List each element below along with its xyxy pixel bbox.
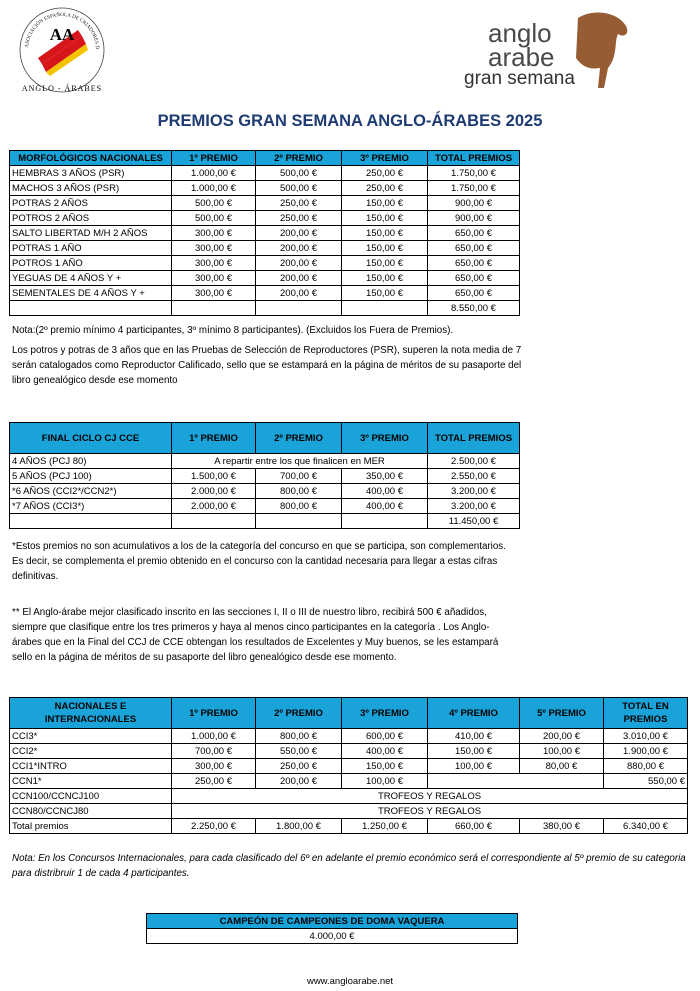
table-header-row [10, 423, 520, 454]
header-cell: 3º PREMIO [342, 151, 428, 166]
cell: 150,00 € [428, 744, 520, 759]
doma-vaquera-table [146, 913, 518, 944]
cell: 1.000,00 € [172, 166, 256, 181]
cell: 150,00 € [342, 226, 428, 241]
cell: 100,00 € [428, 759, 520, 774]
cell: 200,00 € [256, 271, 342, 286]
cell: 100,00 € [520, 744, 604, 759]
row-label: Total premios [10, 819, 172, 834]
logo-monogram: AA [49, 25, 75, 44]
total-row [10, 514, 520, 529]
table-row [10, 196, 520, 211]
footer-website-link[interactable]: www.angloarabe.net [306, 976, 394, 987]
cell: 1.500,00 € [172, 469, 256, 484]
cell: 1.900,00 € [604, 744, 688, 759]
cell: 250,00 € [256, 211, 342, 226]
row-label: CCI3* [10, 729, 172, 744]
logo-word-arabe: arabe [488, 42, 555, 72]
logo-ring-text: ASOCIACIÓN ESPAÑOLA DE CRIADORES D [24, 11, 101, 50]
cell: 200,00 € [256, 241, 342, 256]
cell: 800,00 € [256, 499, 342, 514]
row-label: YEGUAS DE 4 AÑOS Y + [10, 271, 172, 286]
row-label: CCN80/CCNCJ80 [10, 804, 172, 819]
header-cell: 5º PREMIO [520, 698, 604, 729]
cell: 400,00 € [342, 744, 428, 759]
table-row [10, 469, 520, 484]
cell: 2.550,00 € [428, 469, 520, 484]
note-best-anglo-arabe: ** El Anglo-árabe mejor clasificado inscrito en las secciones I, II o III de nuestro libro, recibirá 500 € añadidos, siempre que clasifique entre los tres primeros y haya al menos cinco participantes en la categoría . Los Anglo-árabes que en la Final del CCJ de CCE obtengan los resultados de Excelentes y Muy buenos, se les estampará sello en la página de méritos de su pasaporte del libro genealógico desde ese momento. [12, 607, 499, 663]
cell: 1.250,00 € [342, 819, 428, 834]
note-minimum-participants: Nota:(2º premio mínimo 4 participantes, 3º mínimo 8 participantes). (Excluidos los Fuera de Premios). [12, 325, 454, 336]
cell: 250,00 € [256, 759, 342, 774]
header-cell: 3º PREMIO [342, 698, 428, 729]
cell: 550,00 € [604, 774, 688, 789]
header-cell: MORFOLÓGICOS NACIONALES [10, 151, 172, 166]
table-row [10, 774, 688, 789]
cell: 6.340,00 € [604, 819, 688, 834]
header-cell: 2º PREMIO [256, 151, 342, 166]
cell: 300,00 € [172, 241, 256, 256]
table-row [10, 804, 688, 819]
header-cell: NACIONALES E INTERNACIONALES [10, 698, 172, 729]
table-row [10, 744, 688, 759]
cell: 1.000,00 € [172, 181, 256, 196]
table-row [10, 729, 688, 744]
cell: 410,00 € [428, 729, 520, 744]
table-row [10, 256, 520, 271]
cell: 650,00 € [428, 286, 520, 301]
table-row [10, 166, 520, 181]
header-cell: 1º PREMIO [172, 423, 256, 454]
row-label: HEMBRAS 3 AÑOS (PSR) [10, 166, 172, 181]
cell: 400,00 € [342, 499, 428, 514]
horse-icon [576, 12, 627, 88]
header-cell: 1º PREMIO [172, 698, 256, 729]
cell: 200,00 € [520, 729, 604, 744]
cell: 500,00 € [256, 181, 342, 196]
cell: 250,00 € [172, 774, 256, 789]
cell: 900,00 € [428, 196, 520, 211]
cell: 380,00 € [520, 819, 604, 834]
cell: 150,00 € [342, 211, 428, 226]
cell: 550,00 € [256, 744, 342, 759]
table-row [10, 789, 688, 804]
cell: 250,00 € [342, 181, 428, 196]
cell: 2.000,00 € [172, 484, 256, 499]
cell: 350,00 € [342, 469, 428, 484]
cell: 800,00 € [256, 484, 342, 499]
table-header-row [10, 151, 520, 166]
header-cell: 2º PREMIO [256, 423, 342, 454]
cell: 3.010,00 € [604, 729, 688, 744]
cell: 300,00 € [172, 226, 256, 241]
row-label: POTRAS 1 AÑO [10, 241, 172, 256]
table-row [10, 241, 520, 256]
row-label: POTRAS 2 AÑOS [10, 196, 172, 211]
cell: 300,00 € [172, 759, 256, 774]
cell: 2.500,00 € [428, 454, 520, 469]
table-row [10, 211, 520, 226]
cell: 300,00 € [172, 256, 256, 271]
cell: 80,00 € [520, 759, 604, 774]
table-header-row [10, 698, 688, 729]
cell: 660,00 € [428, 819, 520, 834]
row-label: CCI2* [10, 744, 172, 759]
header-cell: 2º PREMIO [256, 698, 342, 729]
cell: 100,00 € [342, 774, 428, 789]
logo-caption: ANGLO - ÁRABES [21, 84, 103, 93]
note-international: Nota: En los Concursos Internacionales, para cada clasificado del 6º en adelante el premio económico será el correspondiente al 5º premio de su categoria para distribruir 1 de cada 4 participantes. [12, 853, 686, 879]
table-header-row [147, 914, 518, 929]
header-cell: TOTAL PREMIOS [428, 151, 520, 166]
cell: 250,00 € [256, 196, 342, 211]
row-label: SEMENTALES DE 4 AÑOS Y + [10, 286, 172, 301]
cell: 150,00 € [342, 759, 428, 774]
cell: 300,00 € [172, 271, 256, 286]
row-label: *7 AÑOS (CCI3*) [10, 499, 172, 514]
table-row [10, 759, 688, 774]
header-cell: 4º PREMIO [428, 698, 520, 729]
logo-word-anglo: anglo [488, 18, 552, 48]
cell: 600,00 € [342, 729, 428, 744]
table-row [10, 499, 520, 514]
cell: 650,00 € [428, 271, 520, 286]
cell: 1.000,00 € [172, 729, 256, 744]
cell: 250,00 € [342, 166, 428, 181]
header-cell: 3º PREMIO [342, 423, 428, 454]
merged-cell: A repartir entre los que finalicen en MER [172, 454, 428, 469]
table-row [10, 271, 520, 286]
row-label: CCI1*INTRO [10, 759, 172, 774]
cell: 150,00 € [342, 241, 428, 256]
table-row [10, 286, 520, 301]
note-non-cumulative: *Estos premios no son acumulativos a los de la categoría del concurso en que se participa, son complementarios. Es decir, se complementa el premio obtenido en el concurso con la cantidad necesaria para llegar a estas cifras definitivas. [12, 541, 506, 582]
row-label: POTROS 2 AÑOS [10, 211, 172, 226]
cell: 4.000,00 € [147, 929, 518, 944]
cell: 200,00 € [256, 226, 342, 241]
cell: 650,00 € [428, 256, 520, 271]
cell: 3.200,00 € [428, 484, 520, 499]
cell: 200,00 € [256, 774, 342, 789]
final-ciclo-table [9, 422, 520, 529]
header-cell: TOTAL EN PREMIOS [604, 698, 688, 729]
header-cell: FINAL CICLO CJ CCE [10, 423, 172, 454]
cell: 150,00 € [342, 271, 428, 286]
cell: 650,00 € [428, 241, 520, 256]
cell: 3.200,00 € [428, 499, 520, 514]
row-label: CCN1* [10, 774, 172, 789]
table-row [10, 484, 520, 499]
logo-word-gran-semana: gran semana [464, 68, 575, 89]
association-logo [18, 6, 106, 94]
cell: 880,00 € [604, 759, 688, 774]
total-row [10, 301, 520, 316]
cell: 2.250,00 € [172, 819, 256, 834]
row-label: *6 AÑOS (CCI2*/CCN2*) [10, 484, 172, 499]
total-row [10, 819, 688, 834]
row-label: MACHOS 3 AÑOS (PSR) [10, 181, 172, 196]
cell: 150,00 € [342, 256, 428, 271]
cell: 300,00 € [172, 286, 256, 301]
table-row [10, 454, 520, 469]
nacionales-internacionales-table [9, 697, 688, 834]
cell: 500,00 € [172, 211, 256, 226]
cell: 800,00 € [256, 729, 342, 744]
cell: 500,00 € [172, 196, 256, 211]
row-label: SALTO LIBERTAD M/H 2 AÑOS [10, 226, 172, 241]
cell: 150,00 € [342, 286, 428, 301]
row-label: POTROS 1 AÑO [10, 256, 172, 271]
cell: 150,00 € [342, 196, 428, 211]
grand-total: 11.450,00 € [428, 514, 520, 529]
cell: 1.750,00 € [428, 166, 520, 181]
row-label: CCN100/CCNCJ100 [10, 789, 172, 804]
header-cell: TOTAL PREMIOS [428, 423, 520, 454]
cell: 900,00 € [428, 211, 520, 226]
cell: 650,00 € [428, 226, 520, 241]
page-title: PREMIOS GRAN SEMANA ANGLO-ÁRABES 2025 [157, 112, 543, 130]
grand-total: 8.550,00 € [428, 301, 520, 316]
cell: 200,00 € [256, 286, 342, 301]
merged-cell: TROFEOS Y REGALOS [172, 804, 688, 819]
cell: 1.800,00 € [256, 819, 342, 834]
gran-semana-logo [458, 8, 638, 96]
cell: 500,00 € [256, 166, 342, 181]
row-label: 4 AÑOS (PCJ 80) [10, 454, 172, 469]
table-row [10, 226, 520, 241]
row-label: 5 AÑOS (PCJ 100) [10, 469, 172, 484]
note-psr: Los potros y potras de 3 años que en las Pruebas de Selección de Reproductores (PSR), superen la nota media de 7 serán catalogados como Reproductor Calificado, sello que se estampará en la página de méritos de su pasaporte del libro genealógico desde ese momento [12, 345, 522, 386]
header-cell: CAMPEÓN DE CAMPEONES DE DOMA VAQUERA [147, 914, 518, 929]
cell: 700,00 € [256, 469, 342, 484]
merged-cell: TROFEOS Y REGALOS [172, 789, 688, 804]
cell: 700,00 € [172, 744, 256, 759]
table-row [10, 181, 520, 196]
cell: 2.000,00 € [172, 499, 256, 514]
header-cell: 1º PREMIO [172, 151, 256, 166]
cell: 1.750,00 € [428, 181, 520, 196]
cell: 200,00 € [256, 256, 342, 271]
morfologicos-table [9, 150, 520, 316]
cell: 400,00 € [342, 484, 428, 499]
table-row [147, 929, 518, 944]
